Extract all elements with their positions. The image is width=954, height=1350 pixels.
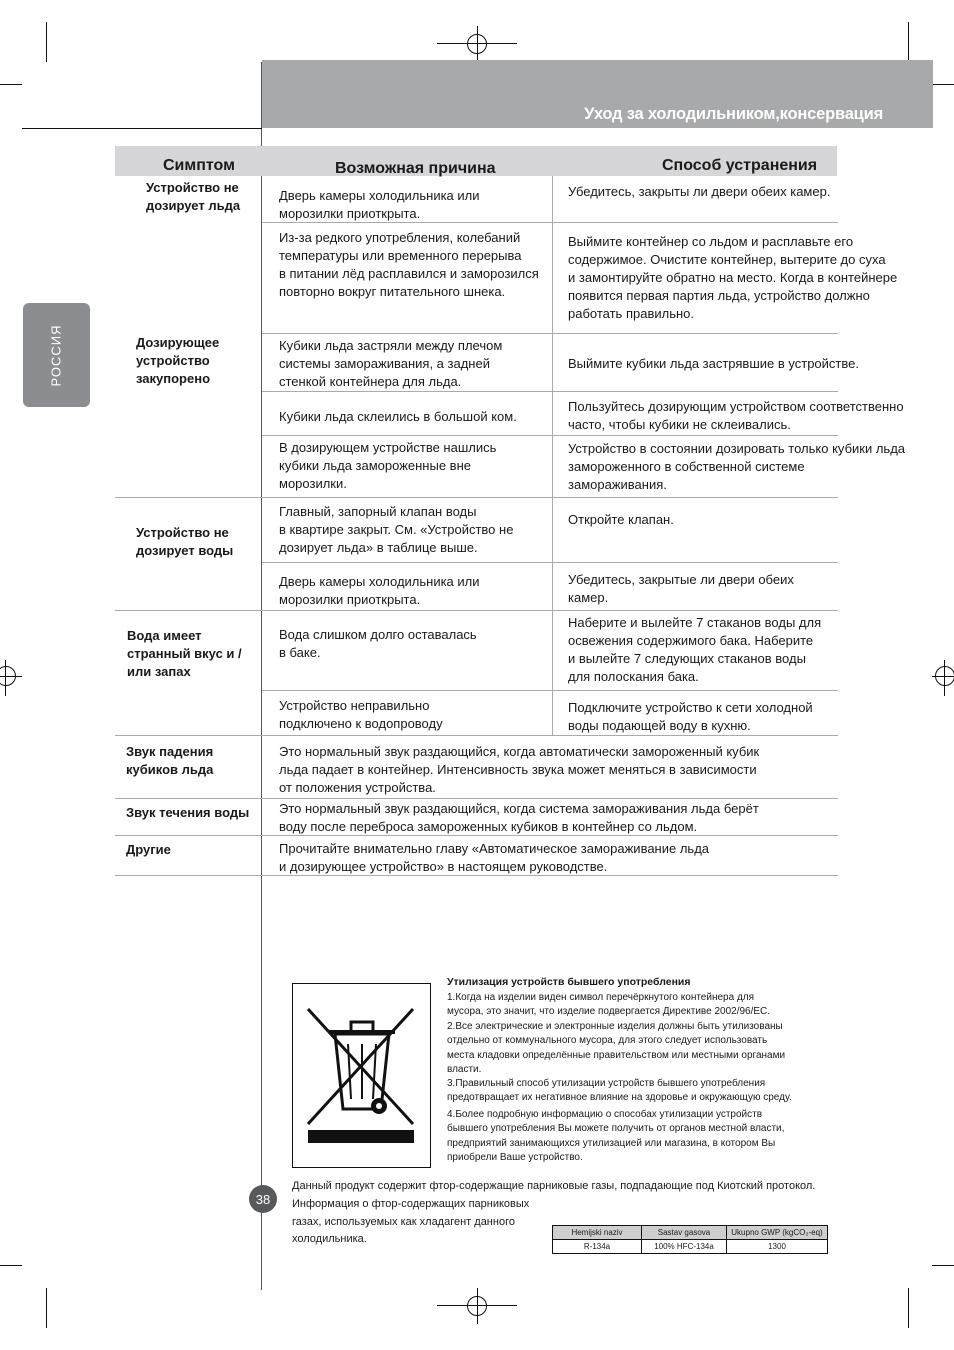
symptom-dispenser-blocked: Дозирующее устройство закупорено bbox=[136, 335, 220, 386]
page-title: Уход за холодильником,консервация bbox=[584, 105, 883, 123]
gwp-header: Hemijski naziv bbox=[553, 1226, 642, 1240]
crossed-bin-icon bbox=[293, 984, 430, 1167]
disposal-item-2: 2.Все электрические и электронные изделия должны быть утилизованы отдельно от коммунального мусора, для этого следует использовать места кладовки определённые правительством или местными органами власти. bbox=[447, 1021, 786, 1075]
fix-cell: Убедитесь, закрыты ли двери обеих камер. bbox=[568, 184, 831, 199]
symptom-no-water: Устройство не дозирует воды bbox=[136, 525, 234, 558]
disposal-item-1: 1.Когда на изделии виден символ перечёркнутого контейнера для мусора, это значит, что изделие подвергается Директиве 2002/96/EC. bbox=[447, 992, 771, 1018]
gwp-header: Ukupno GWP (kgCO₂-eq) bbox=[727, 1226, 828, 1240]
disposal-title: Утилизация устройств бывшего употребления bbox=[447, 976, 691, 988]
weee-symbol bbox=[292, 983, 431, 1168]
cause-cell: Кубики льда застряли между плечом системы замораживания, а задней стенкой контейнера для льда. bbox=[279, 338, 503, 389]
language-tab bbox=[23, 303, 90, 407]
cause-cell: Устройство неправильно подключено к водопроводу bbox=[279, 698, 443, 731]
cause-cell: Из-за редкого употребления, колебаний температуры или временного перерыва в питании лёд расплавился и заморозился повторно вокруг питательного шнека. bbox=[279, 230, 539, 299]
page-number: 38 bbox=[249, 1185, 277, 1213]
header-band bbox=[262, 60, 933, 128]
gwp-cell: 1300 bbox=[727, 1240, 828, 1254]
fix-cell: Наберите и вылейте 7 стаканов воды для освежения содержимого бака. Наберите и вылейте 7 следующих стаканов воды для полоскания бака. bbox=[568, 615, 822, 684]
cause-cell: В дозирующем устройстве нашлись кубики льда замороженные вне морозилки. bbox=[279, 440, 497, 491]
fix-cell: Устройство в состоянии дозировать только кубики льда замороженного в собственной системе замораживания. bbox=[568, 441, 906, 492]
gwp-cell: R-134a bbox=[553, 1240, 642, 1254]
symptom-other: Другие bbox=[126, 842, 171, 857]
kyoto-line-3: газах, используемых как хладагент данного bbox=[292, 1216, 515, 1228]
gwp-header: Sastav gasova bbox=[642, 1226, 727, 1240]
fix-cell: Подключите устройство к сети холодной воды подающей воду в кухню. bbox=[568, 700, 813, 733]
cause-cell: Дверь камеры холодильника или морозилки приоткрыта. bbox=[279, 574, 480, 607]
symptom-no-ice: Устройство не дозирует льда bbox=[146, 180, 241, 213]
disposal-item-3: 3.Правильный способ утилизации устройств бывшего употребления предотвращает их негативное влияние на здоровье и окружающую среду. bbox=[447, 1078, 792, 1104]
symptom-water-flow-sound: Звук течения воды bbox=[126, 805, 250, 820]
fix-cell: Убедитесь, закрытые ли двери обеих камер. bbox=[568, 572, 794, 605]
kyoto-line-1: Данный продукт содержит фтор-содержащие парниковые газы, подпадающие под Киотский протокол. bbox=[292, 1180, 816, 1192]
header-symptom: Симптом bbox=[163, 157, 235, 174]
fix-cell: Выймите контейнер со льдом и расплавьте его содержимое. Очистите контейнер, вытерите до суха и замонтируйте обратно на место. Когда в контейнере появится первая партия льда, устройство должно работать правильно. bbox=[568, 234, 898, 321]
cause-cell: Вода слишком долго оставалась в баке. bbox=[279, 627, 477, 660]
gwp-table bbox=[552, 1225, 828, 1254]
cause-cell: Дверь камеры холодильника или морозилки приоткрыта. bbox=[279, 188, 480, 221]
wide-cell-other: Прочитайте внимательно главу «Автоматическое замораживание льда и дозирующее устройство» в настоящем руководстве. bbox=[279, 841, 710, 874]
gwp-cell: 100% HFC-134a bbox=[642, 1240, 727, 1254]
symptom-ice-drop-sound: Звук падения кубиков льда bbox=[126, 744, 214, 777]
disposal-item-4: 4.Более подробную информацию о способах утилизации устройств бывшего употребления Вы можете получить от органов местной власти, предприятий занимающихся утилизацией или магазина, в котором Вы приобрели Ваше устройство. bbox=[447, 1109, 785, 1163]
header-fix: Способ устранения bbox=[662, 157, 818, 174]
symptom-water-taste: Вода имеет странный вкус и / или запах bbox=[127, 628, 242, 679]
table-header bbox=[115, 146, 837, 176]
fix-cell: Пользуйтесь дозирующим устройством соответственно часто, чтобы кубики не склеивались. bbox=[568, 399, 904, 432]
kyoto-line-4: холодильника. bbox=[292, 1233, 367, 1245]
wide-cell-ice-sound: Это нормальный звук раздающийся, когда автоматически замороженный кубик льда падает в контейнер. Интенсивность звука может меняться в зависимости от положения устройства. bbox=[279, 744, 760, 795]
cause-cell: Главный, запорный клапан воды в квартире закрыт. См. «Устройство не дозирует льда» в таблице выше. bbox=[279, 504, 514, 555]
kyoto-line-2: Информация о фтор-содержащих парниковых bbox=[292, 1198, 530, 1210]
fix-cell: Выймите кубики льда застрявшие в устройстве. bbox=[568, 356, 859, 371]
cause-cell: Кубики льда склеились в большой ком. bbox=[279, 409, 517, 424]
wide-cell-water-sound: Это нормальный звук раздающийся, когда система замораживания льда берёт воду после переброса замороженных кубиков в контейнер со льдом. bbox=[279, 801, 759, 834]
language-tab-label: РОССИЯ bbox=[48, 323, 64, 387]
fix-cell: Откройте клапан. bbox=[568, 512, 674, 527]
header-cause: Возможная причина bbox=[335, 160, 496, 177]
